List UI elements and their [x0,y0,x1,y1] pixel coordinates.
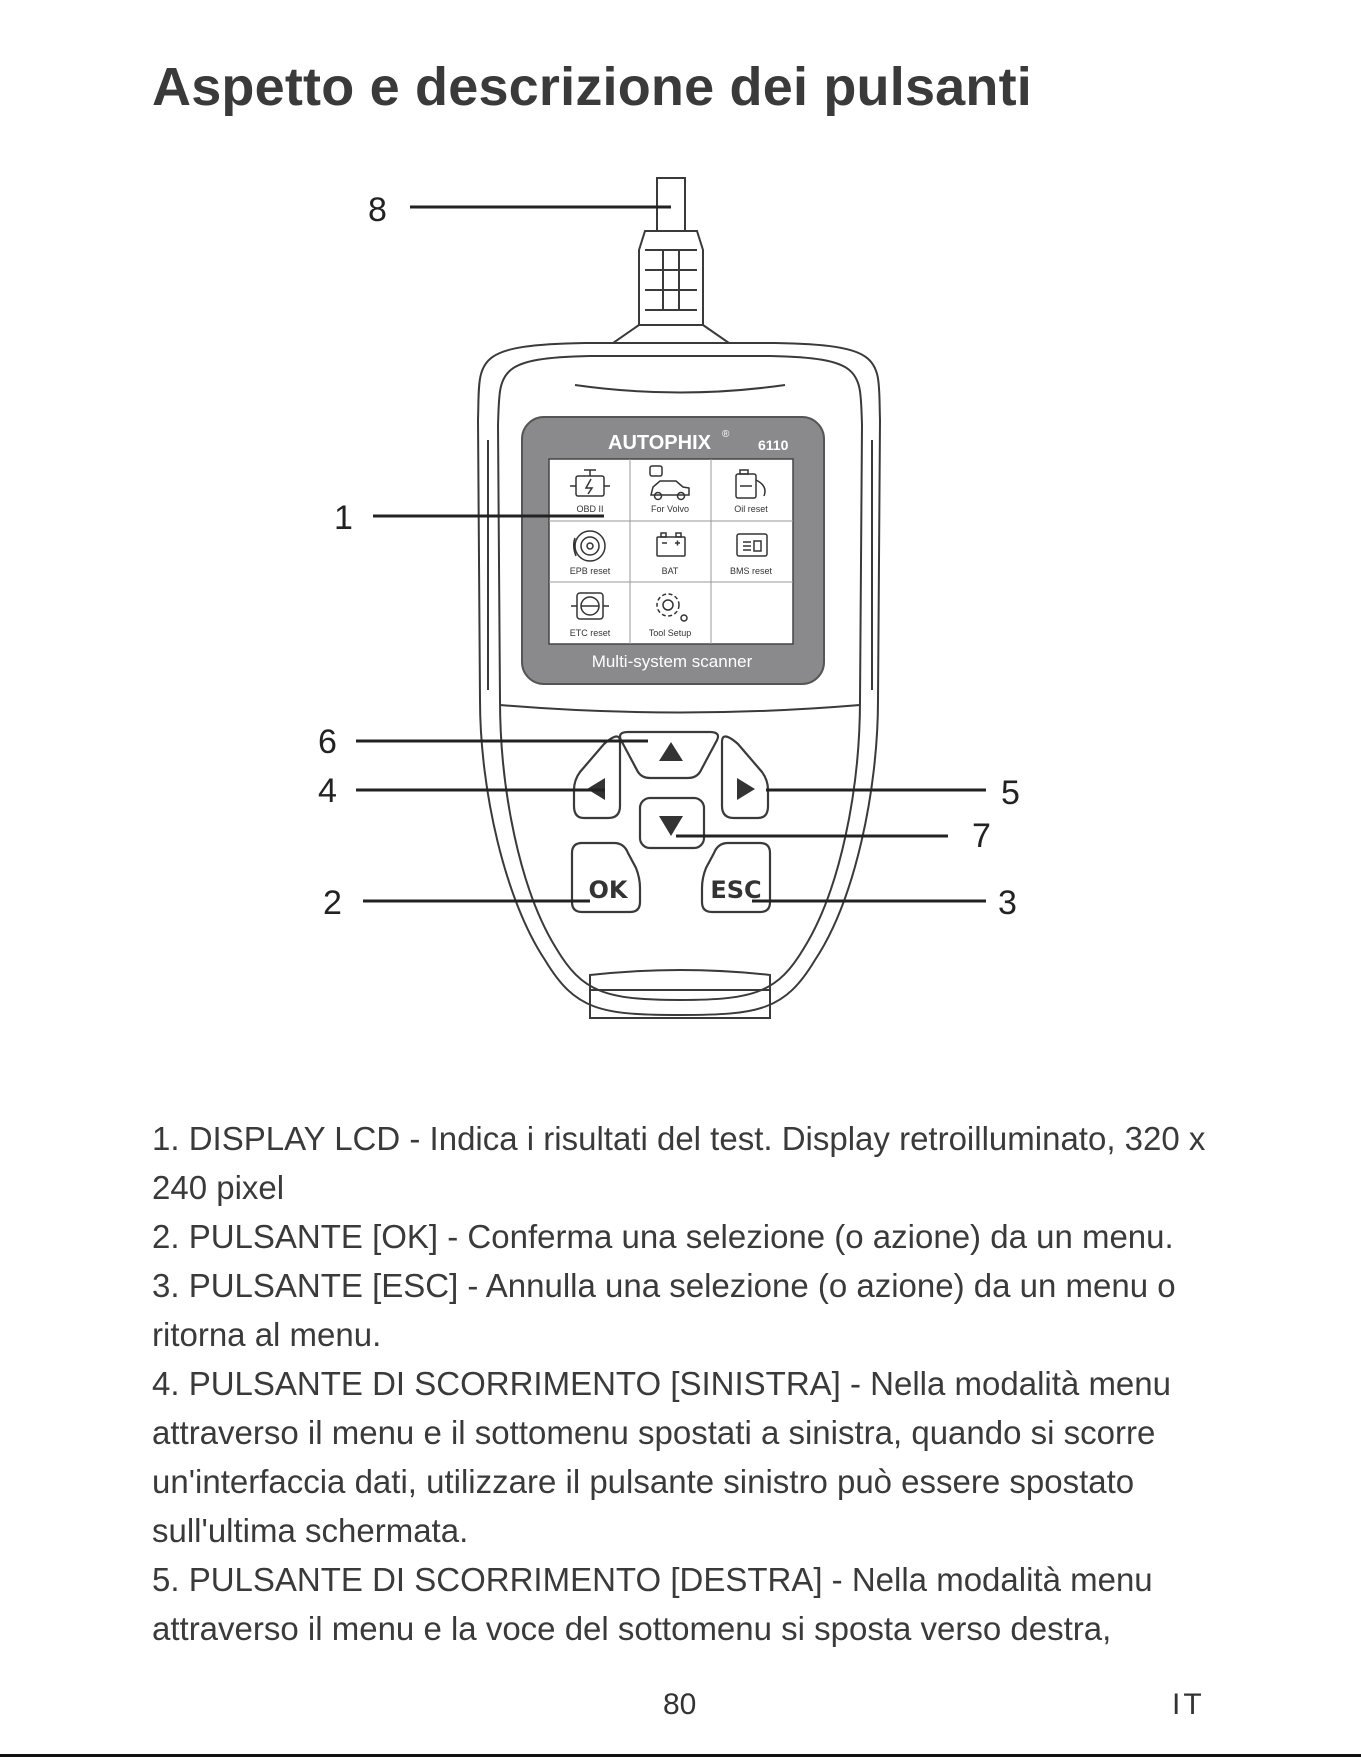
screen-caption: Multi-system scanner [591,652,753,671]
description-ok: 2. PULSANTE [OK] - Conferma una selezione (o azione) da un menu. [152,1218,1174,1255]
menu-label-epb: EPB reset [569,566,611,576]
throttle-icon [571,593,609,619]
callout-3: 3 [998,884,1017,922]
page-number: 80 [663,1688,697,1721]
right-button [722,736,768,818]
callout-5: 5 [1001,774,1020,812]
callout-2: 2 [323,884,342,922]
ok-button-label: OK [588,876,628,904]
menu-label-etc: ETC reset [569,628,611,638]
svg-text:®: ® [722,429,730,440]
callout-8: 8 [368,191,387,229]
bottom-rule [0,1754,1361,1757]
menu-label-volvo: For Volvo [650,504,690,514]
button-descriptions [152,1114,1232,1653]
description-left: 4. PULSANTE DI SCORRIMENTO [SINISTRA] - Nella modalità menu attraverso il menu e il sottomenu spostati a sinistra, quando si scorre un'interfaccia dati, utilizzare il pulsante sinistro può essere spostato sull'ultima schermata. [152,1365,1171,1549]
brand-label: AUTOPHIX [608,432,711,454]
lcd-display [549,459,793,644]
model-label: 6110 [758,437,789,453]
callout-1: 1 [334,499,353,537]
esc-button-label: ESC [710,876,762,904]
left-button [574,736,620,818]
up-arrow-icon [659,742,683,761]
callout-6: 6 [318,723,337,761]
description-lcd: 1. DISPLAY LCD - Indica i risultati del test. Display retroilluminato, 320 x 240 pixel [152,1120,1206,1206]
right-arrow-icon [737,778,755,800]
language-code: IT [1172,1688,1205,1721]
menu-label-setup: Tool Setup [648,628,692,638]
menu-label-bms: BMS reset [729,566,773,576]
menu-label-bat: BAT [661,566,679,576]
menu-label-obd: OBD II [576,504,604,514]
description-right: 5. PULSANTE DI SCORRIMENTO [DESTRA] - Nella modalità menu attraverso il menu e la voce del sottomenu si sposta verso destra, [152,1561,1153,1647]
menu-label-oil: Oil reset [734,504,768,514]
cable [657,178,685,231]
description-esc: 3. PULSANTE [ESC] - Annulla una selezione (o azione) da un menu o ritorna al menu. [152,1267,1176,1353]
callout-4: 4 [318,772,337,810]
bottom-slot [590,970,770,1018]
callout-7: 7 [972,817,991,855]
down-arrow-icon [659,816,683,836]
page-title: Aspetto e descrizione dei pulsanti [152,57,1032,117]
